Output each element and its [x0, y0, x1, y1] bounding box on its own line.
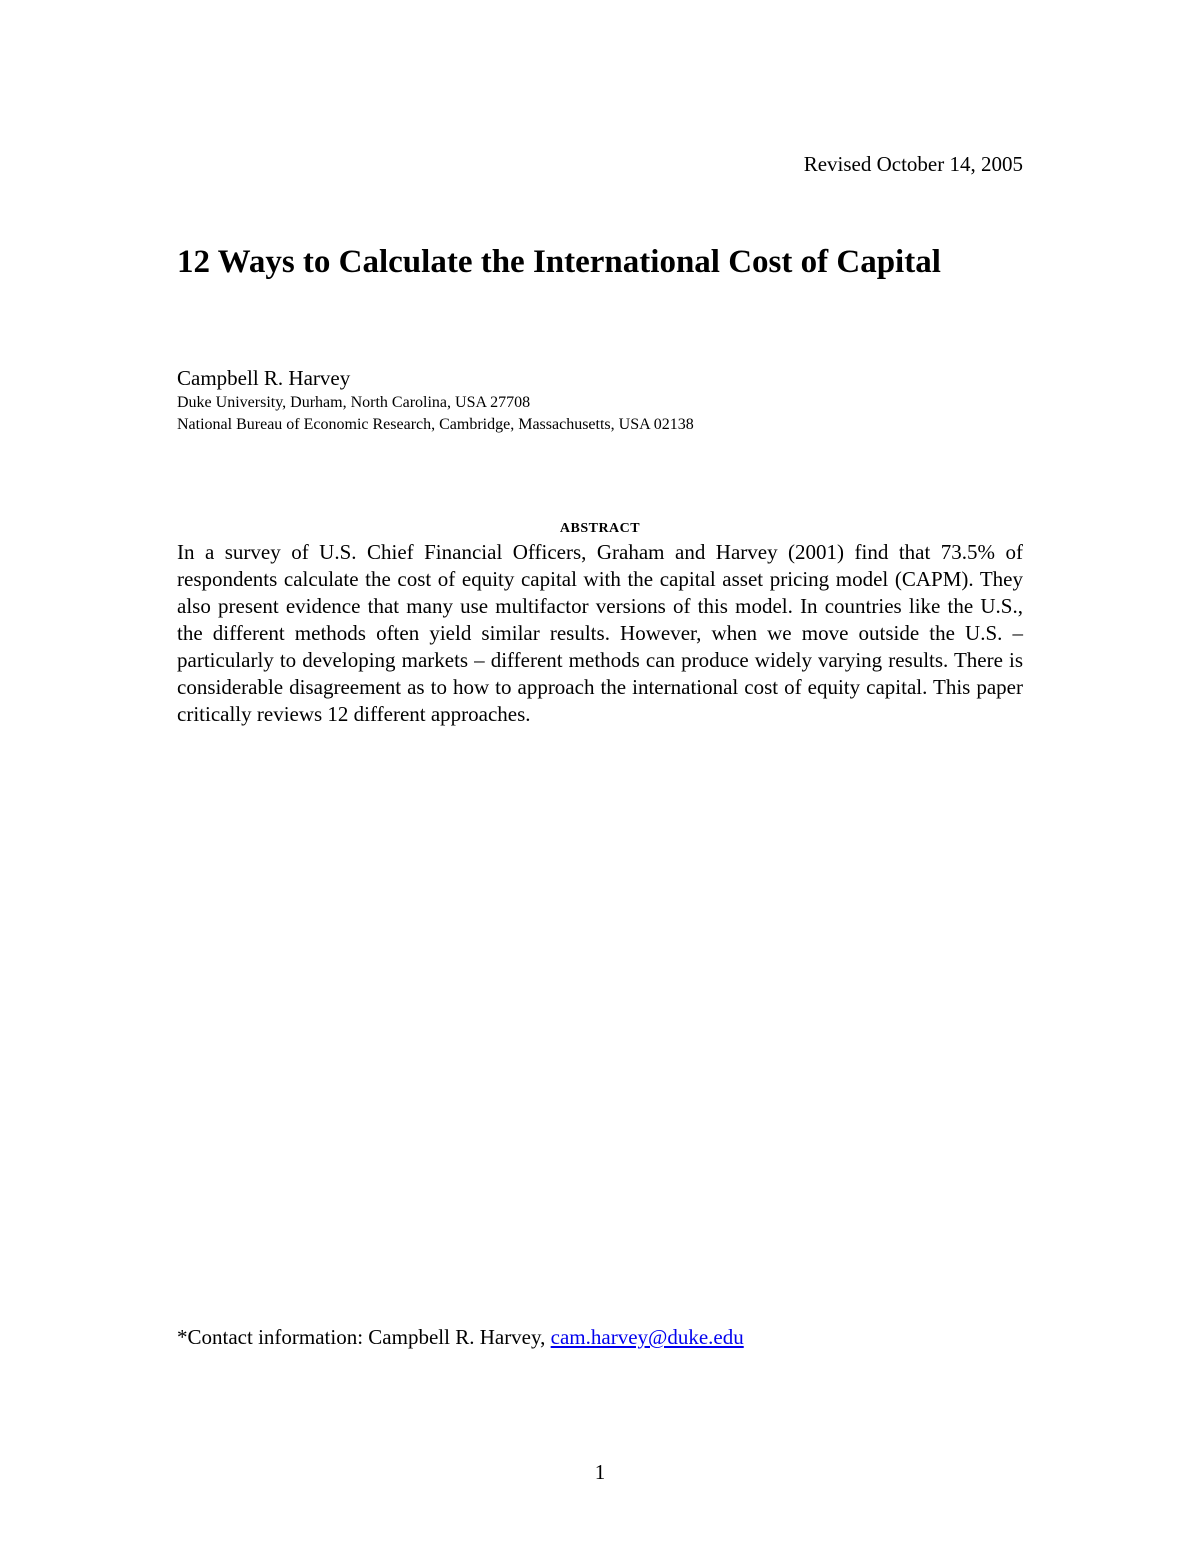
page-number: 1 [594, 1460, 606, 1484]
abstract-heading: ABSTRACT [559, 521, 641, 536]
author-affiliation-nber: National Bureau of Economic Research, Cambridge, Massachusetts, USA 02138 [177, 416, 694, 433]
revision-date: Revised October 14, 2005 [803, 152, 1023, 176]
abstract-text: In a survey of U.S. Chief Financial Officers, Graham and Harvey (2001) find that 73.5% of respondents calculate the cost of equity capital with the capital asset pricing model (CAPM). They also present evidence that many use multifactor versions of this model. In countries like the U.S., the different methods often yield similar results. However, when we move outside the U.S. – particularly to developing markets – different methods can produce widely varying results. There is considerable disagreement as to how to approach the international cost of equity capital. This paper critically reviews 12 different approaches. [177, 540, 1023, 726]
author-affiliation-duke: Duke University, Durham, North Carolina, USA 27708 [177, 394, 531, 411]
author-name: Campbell R. Harvey [177, 366, 351, 390]
contact-information [177, 1323, 744, 1351]
paper-title: 12 Ways to Calculate the International Cost of Capital [177, 244, 941, 280]
contact-email-link[interactable]: cam.harvey@duke.edu [550, 1325, 744, 1349]
contact-label: *Contact information: Campbell R. Harvey, [177, 1325, 551, 1349]
